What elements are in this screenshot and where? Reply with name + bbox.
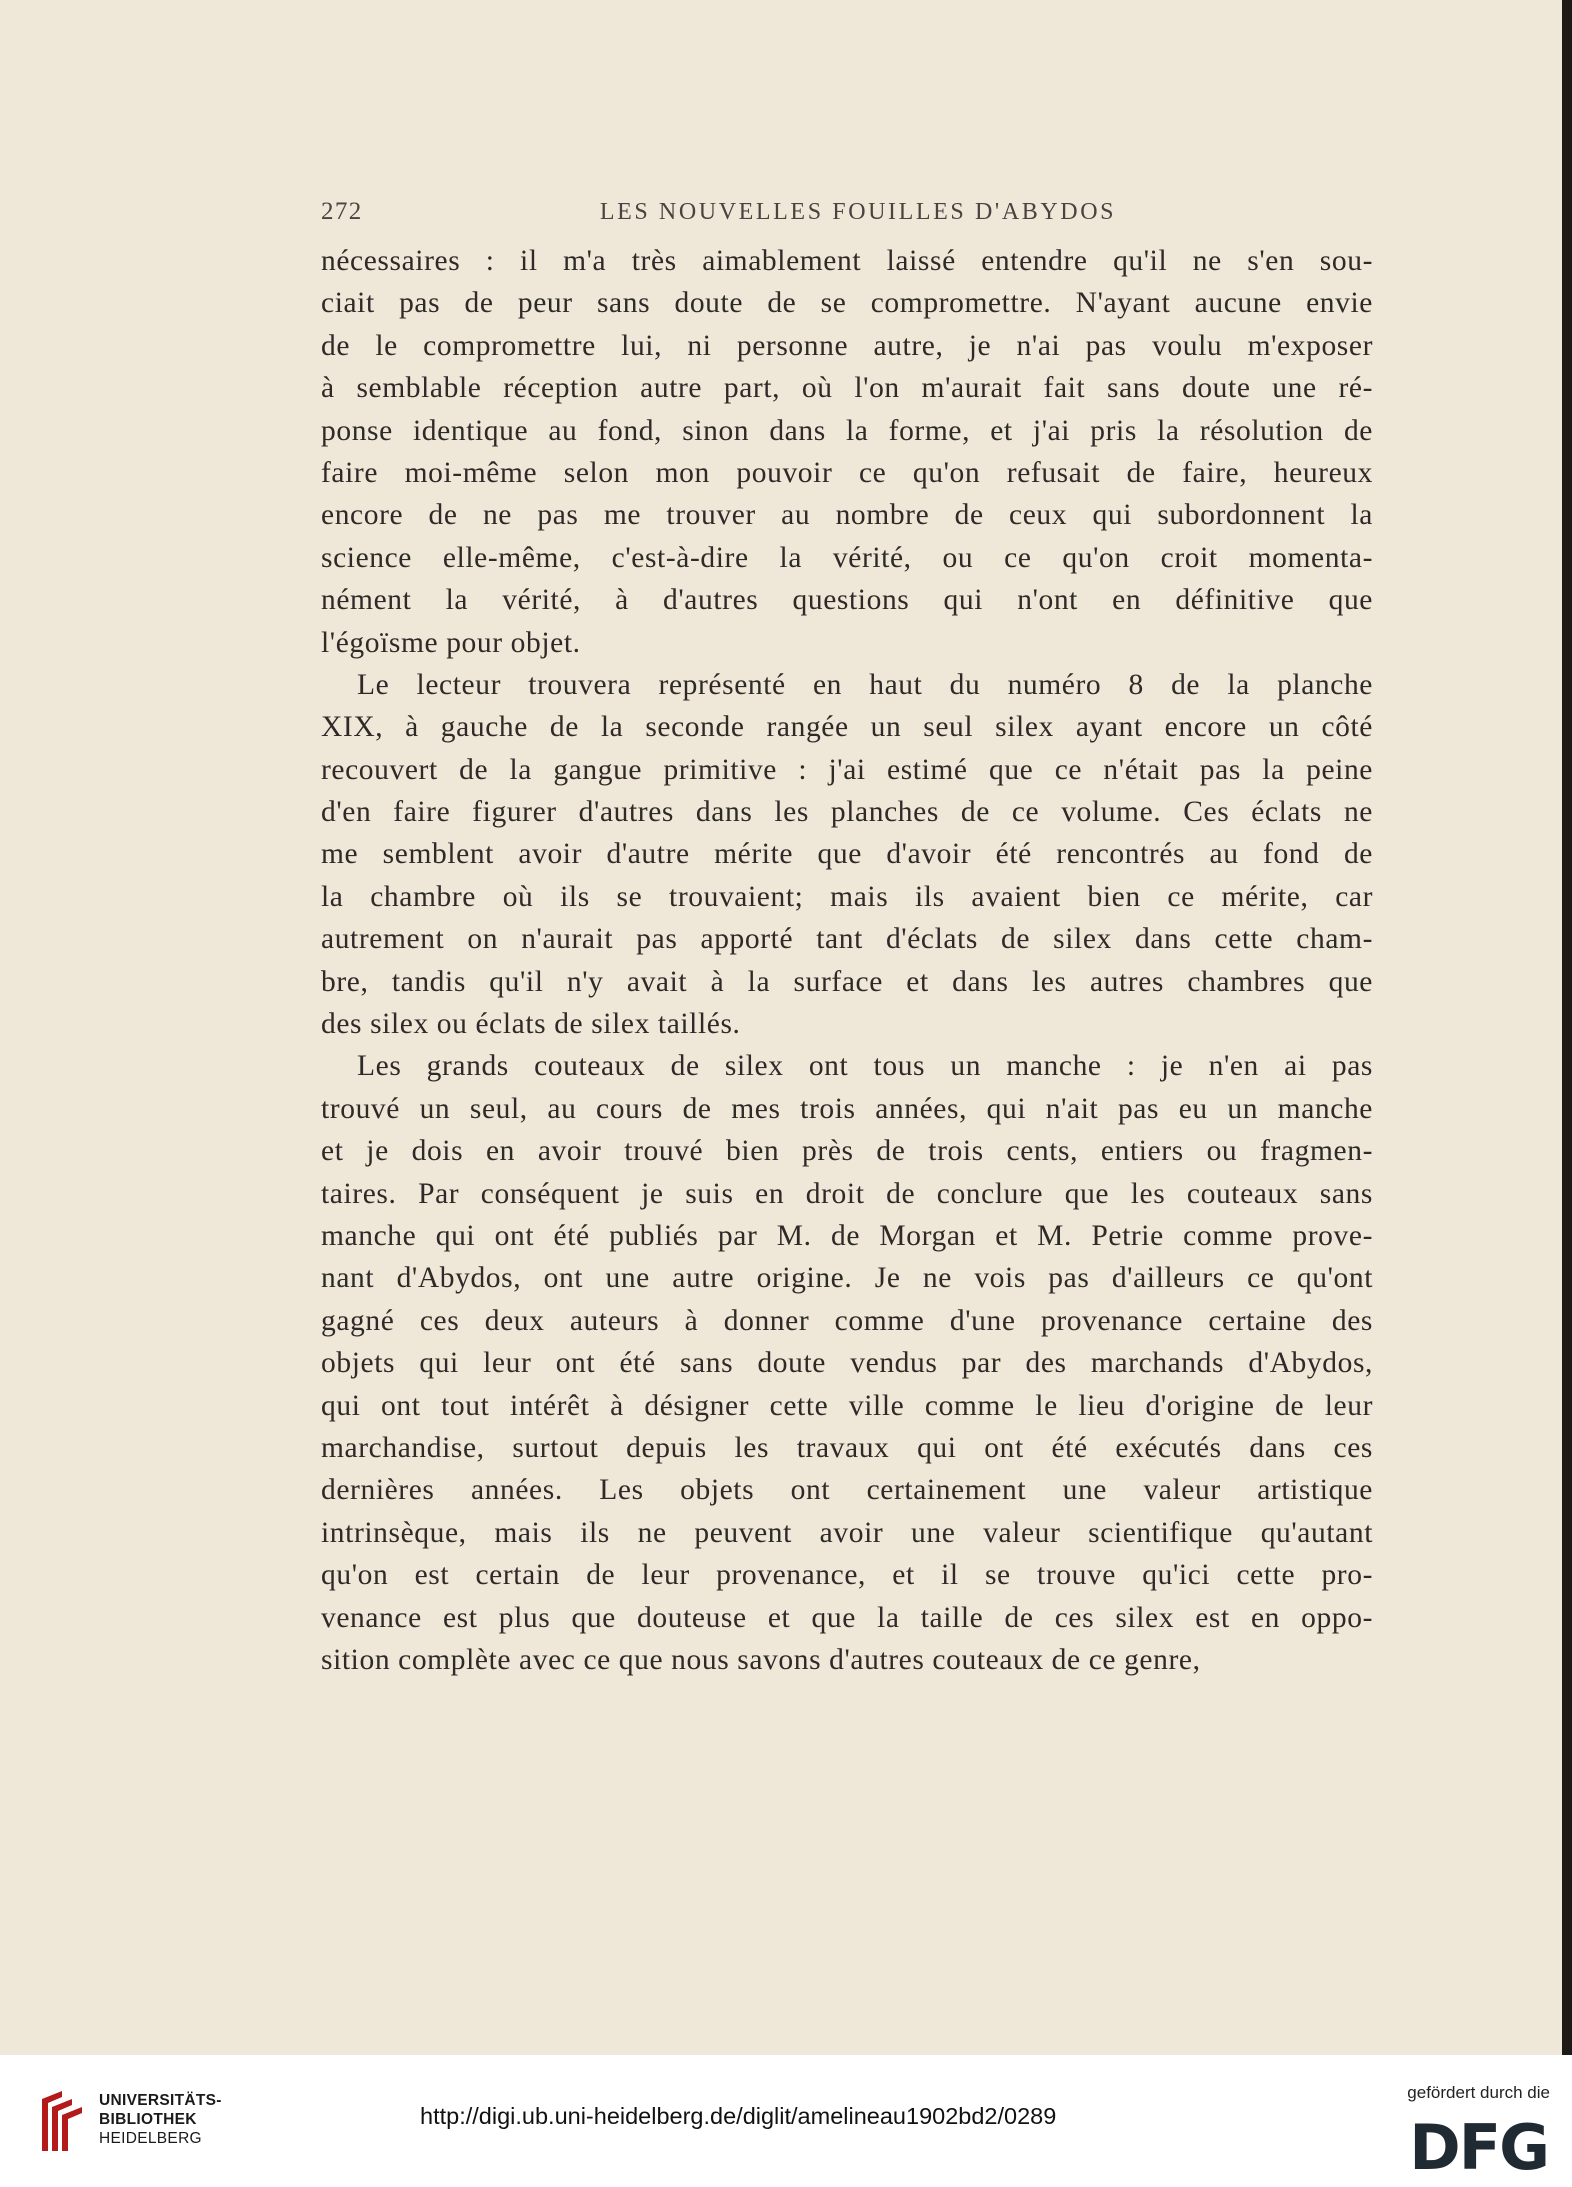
running-header — [321, 198, 1373, 226]
text-line: d'en faire figurer d'autres dans les planches de ce volume. Ces éclats ne — [321, 796, 1373, 829]
library-name-line1: UNIVERSITÄTS- — [99, 2092, 222, 2109]
text-line: des silex ou éclats de silex taillés. — [321, 1008, 741, 1041]
text-line: autrement on n'aurait pas apporté tant d'éclats de silex dans cette cham- — [321, 923, 1373, 956]
text-line: ciait pas de peur sans doute de se compromettre. N'ayant aucune envie — [321, 287, 1373, 320]
text-line: nécessaires : il m'a très aimablement laissé entendre qu'il ne s'en sou- — [321, 245, 1373, 277]
text-line: ponse identique au fond, sinon dans la forme, et j'ai pris la résolution de — [321, 414, 1373, 447]
text-line: faire moi-même selon mon pouvoir ce qu'on refusait de faire, heureux — [321, 456, 1373, 489]
text-line: encore de ne pas me trouver au nombre de ceux qui subordonnent la — [321, 499, 1373, 532]
page-number: 272 — [321, 198, 363, 225]
dfg-logo-icon — [1390, 2115, 1550, 2173]
text-line: nément la vérité, à d'autres questions qui n'ont en définitive que — [321, 584, 1373, 617]
text-line: venance est plus que douteuse et que la taille de ces silex est en oppo- — [321, 1601, 1373, 1634]
permalink-url[interactable]: http://digi.ub.uni-heidelberg.de/diglit/amelineau1902bd2/0289 — [420, 2103, 1057, 2129]
text-line: qu'on est certain de leur provenance, et il se trouve qu'ici cette pro- — [321, 1559, 1373, 1592]
library-name-line2: BIBLIOTHEK — [99, 2111, 197, 2128]
text-line: la chambre où ils se trouvaient; mais ils avaient bien ce mérite, car — [321, 880, 1373, 913]
text-line: l'égoïsme pour objet. — [321, 626, 581, 659]
text-line: manche qui ont été publiés par M. de Morgan et M. Petrie comme prove- — [321, 1219, 1373, 1252]
text-line: trouvé un seul, au cours de mes trois années, qui n'ait pas eu un manche — [321, 1092, 1373, 1125]
library-name — [99, 2091, 222, 2148]
text-line: de le compromettre lui, ni personne autre, je n'ai pas voulu m'exposer — [321, 329, 1373, 362]
text-line: marchandise, surtout depuis les travaux qui ont été exécutés dans ces — [321, 1431, 1373, 1464]
running-title: LES NOUVELLES FOUILLES D'ABYDOS — [599, 199, 1117, 225]
text-line: nant d'Abydos, ont une autre origine. Je ne vois pas d'ailleurs ce qu'ont — [321, 1262, 1373, 1295]
text-line: à semblable réception autre part, où l'on m'aurait fait sans doute une ré- — [321, 372, 1373, 405]
body-text — [321, 240, 1373, 1681]
text-line: me semblent avoir d'autre mérite que d'avoir été rencontrés au fond de — [321, 838, 1373, 871]
text-line: qui ont tout intérêt à désigner cette ville comme le lieu d'origine de leur — [321, 1389, 1373, 1422]
text-line: gagné ces deux auteurs à donner comme d'une provenance certaine des — [321, 1304, 1373, 1337]
text-line: intrinsèque, mais ils ne peuvent avoir une valeur scientifique qu'autant — [321, 1516, 1373, 1549]
text-line: science elle-même, c'est-à-dire la vérité, ou ce qu'on croit momenta- — [321, 541, 1373, 574]
text-line: XIX, à gauche de la seconde rangée un seul silex ayant encore un côté — [321, 711, 1373, 744]
library-name-line3: HEIDELBERG — [99, 2130, 202, 2147]
page-content — [321, 198, 1373, 1681]
text-line: objets qui leur ont été sans doute vendus par des marchands d'Abydos, — [321, 1347, 1373, 1380]
text-line: taires. Par conséquent je suis en droit de conclure que les couteaux sans — [321, 1177, 1373, 1210]
funding-label: gefördert durch die — [1407, 2083, 1550, 2102]
text-line: Les grands couteaux de silex ont tous un manche : je n'en ai pas — [357, 1050, 1373, 1083]
dfg-logo-text: DFG — [1409, 2115, 1548, 2173]
text-line: et je dois en avoir trouvé bien près de trois cents, entiers ou fragmen- — [321, 1135, 1373, 1168]
text-line: recouvert de la gangue primitive : j'ai estimé que ce n'était pas la peine — [321, 753, 1373, 786]
text-line: sition complète avec ce que nous savons d'autres couteaux de ce genre, — [321, 1643, 1201, 1676]
text-line: dernières années. Les objets ont certainement une valeur artistique — [321, 1474, 1373, 1507]
text-line: Le lecteur trouvera représenté en haut du numéro 8 de la planche — [357, 668, 1373, 701]
text-line: bre, tandis qu'il n'y avait à la surface et dans les autres chambres que — [321, 965, 1373, 998]
library-logo-icon — [38, 2089, 88, 2153]
footer-banner — [0, 2055, 1572, 2187]
